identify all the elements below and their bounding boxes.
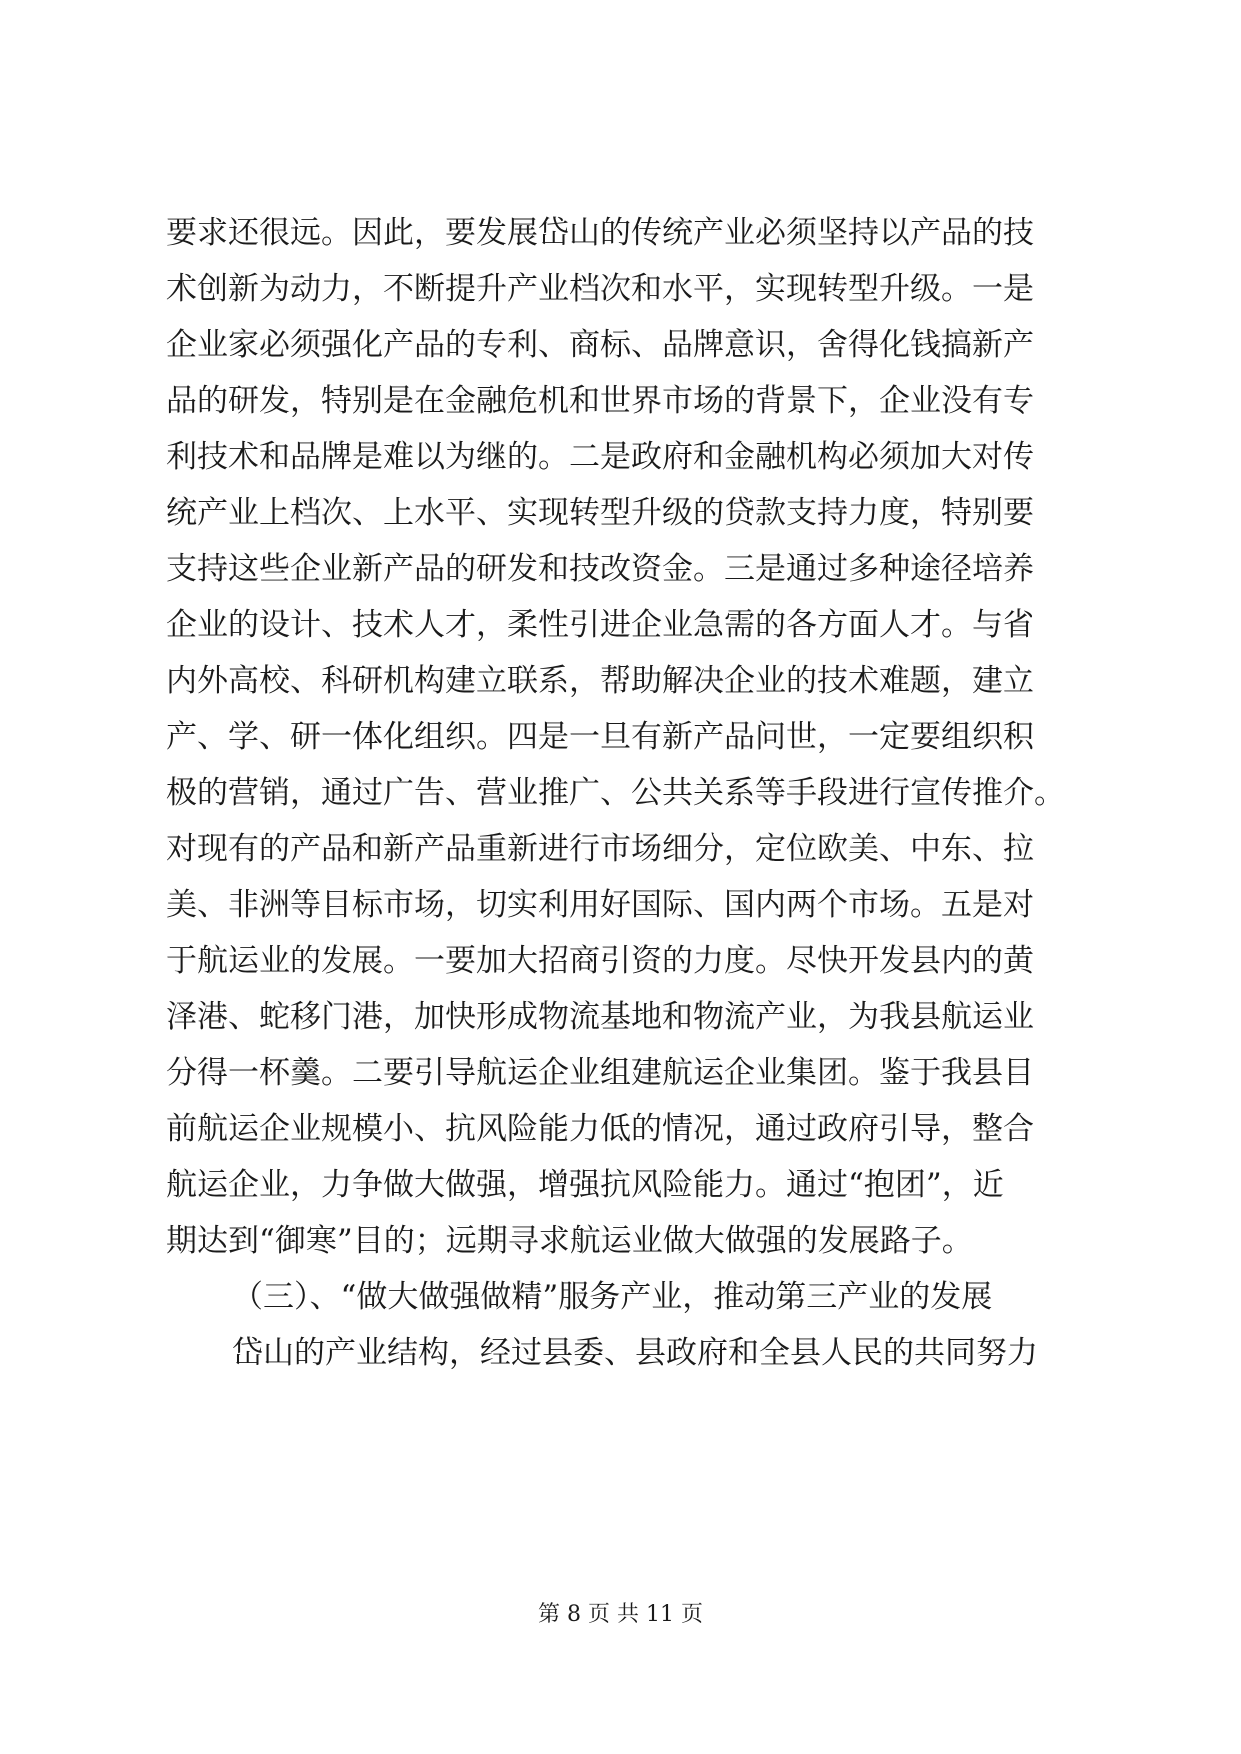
- text-line: 分得一杯羹。二要引导航运企业组建航运企业集团。鉴于我县目: [166, 1055, 1034, 1091]
- text-line: 于航运业的发展。一要加大招商引资的力度。尽快开发县内的黄: [166, 943, 1034, 979]
- text-line: 品的研发，特别是在金融危机和世界市场的背景下，企业没有专: [166, 383, 1034, 419]
- text-line: 航运企业，力争做大做强，增强抗风险能力。通过“抱团”，近: [166, 1167, 1004, 1203]
- paragraph-first-line: 岱山的产业结构，经过县委、县政府和全县人民的共同努力: [232, 1335, 1038, 1371]
- text-line: 统产业上档次、上水平、实现转型升级的贷款支持力度，特别要: [166, 495, 1034, 531]
- text-line: 企业的设计、技术人才，柔性引进企业急需的各方面人才。与省: [166, 607, 1034, 643]
- text-line: 对现有的产品和新产品重新进行市场细分，定位欧美、中东、拉: [166, 831, 1034, 867]
- page-number-footer: 第 8 页 共 11 页: [538, 1602, 703, 1627]
- text-line: 泽港、蛇移门港，加快形成物流基地和物流产业，为我县航运业: [166, 999, 1034, 1035]
- text-line: 美、非洲等目标市场，切实利用好国际、国内两个市场。五是对: [166, 887, 1034, 923]
- text-line: 极的营销，通过广告、营业推广、公共关系等手段进行宣传推介。: [166, 775, 1065, 811]
- text-line: 支持这些企业新产品的研发和技改资金。三是通过多种途径培养: [166, 551, 1034, 587]
- text-line: 要求还很远。因此，要发展岱山的传统产业必须坚持以产品的技: [166, 215, 1034, 251]
- text-line: 术创新为动力，不断提升产业档次和水平，实现转型升级。一是: [166, 271, 1034, 307]
- text-line: 产、学、研一体化组织。四是一旦有新产品问世，一定要组织积: [166, 719, 1034, 755]
- text-line: 内外高校、科研机构建立联系，帮助解决企业的技术难题，建立: [166, 663, 1034, 699]
- text-line: 利技术和品牌是难以为继的。二是政府和金融机构必须加大对传: [166, 439, 1034, 475]
- section-heading: （三）、“做大做强做精”服务产业，推动第三产业的发展: [232, 1279, 993, 1315]
- text-line: 前航运企业规模小、抗风险能力低的情况，通过政府引导，整合: [166, 1111, 1034, 1147]
- text-line: 期达到“御寒”目的；远期寻求航运业做大做强的发展路子。: [166, 1223, 973, 1259]
- text-line: 企业家必须强化产品的专利、商标、品牌意识，舍得化钱搞新产: [166, 327, 1034, 363]
